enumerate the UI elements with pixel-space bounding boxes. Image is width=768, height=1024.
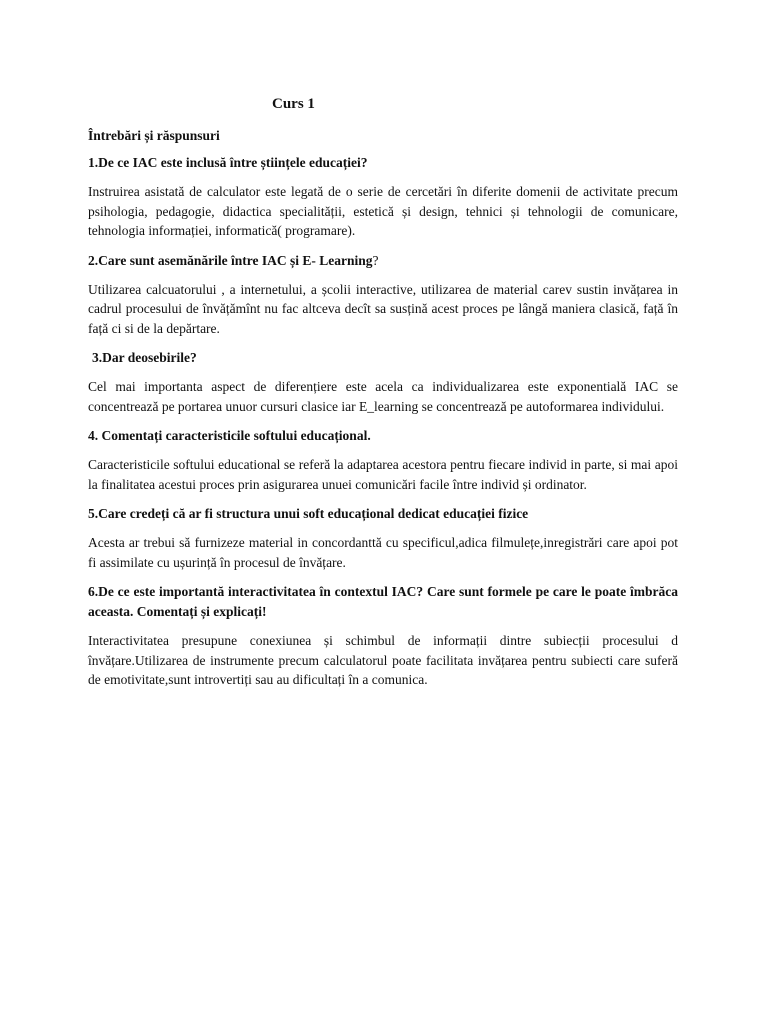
answer-1: Instruirea asistată de calculator este legată de o serie de cercetări în diferite domenii de activitate precum psihologia, pedagogie, didactica specialității, estetică și design, tehnici și tehnologii de comunicare, tehnologia informației, informatică( programare). <box>88 184 678 238</box>
question-4: 4. Comentați caracteristicile softului educațional. <box>88 428 371 443</box>
page-subtitle: Întrebări și răspunsuri <box>88 128 220 143</box>
document-content <box>88 95 678 700</box>
question-2-text: 2.Care sunt asemănările între IAC și E- Learning <box>88 252 373 268</box>
answer-2: Utilizarea calcuatorului , a internetului, a școlii interactive, utilizarea de material carev sustin invățarea in cadrul procesului de învățămînt nu fac altceva decît sa susțină acest proces pe lângă maniera clasică, față în față ci si de la depărtare. <box>88 281 678 336</box>
answer-4: Caracteristicile softului educational se referă la adaptarea acestora pentru fiecare individ in parte, si mai apoi la finalitatea acestui proces prin asigurarea unuei comunicări facile între individ și ordinator. <box>88 457 678 492</box>
question-5: 5.Care credeți că ar fi structura unui soft educațional dedicat educației fizice <box>88 506 529 521</box>
answer-5: Acesta ar trebui să furnizeze material in concordanttă cu specificul,adica filmulețe,inregistrări care apoi pot fi assimilate cu ușurință în procesul de învățare. <box>88 535 678 570</box>
answer-6: Interactivitatea presupune conexiunea și schimbul de informații dintre subiecții procesului d învățare.Utilizarea de instrumente precum calculatorul poate facilitata invățarea pentru subiecti care suferă de emotivitate,sunt introvertiți sau au dificultați în a comunica. <box>88 633 678 687</box>
question-2-suffix: ? <box>372 252 379 268</box>
question-2 <box>88 251 678 271</box>
page-title: Curs 1 <box>272 96 315 112</box>
question-6: 6.De ce este importantă interactivitatea în contextul IAC? Care sunt formele pe care le poate îmbrăca aceasta. Comentați și explicați! <box>88 584 678 619</box>
answer-3: Cel mai importanta aspect de diferențiere este acela ca individualizarea este exponentială IAC se concentrează pe portarea unuor cursuri clasice iar E_learning se concentrează pe autoformarea individului. <box>88 379 678 414</box>
question-3: 3.Dar deosebirile? <box>92 350 197 365</box>
question-1: 1.De ce IAC este inclusă între științele educației? <box>88 155 368 170</box>
